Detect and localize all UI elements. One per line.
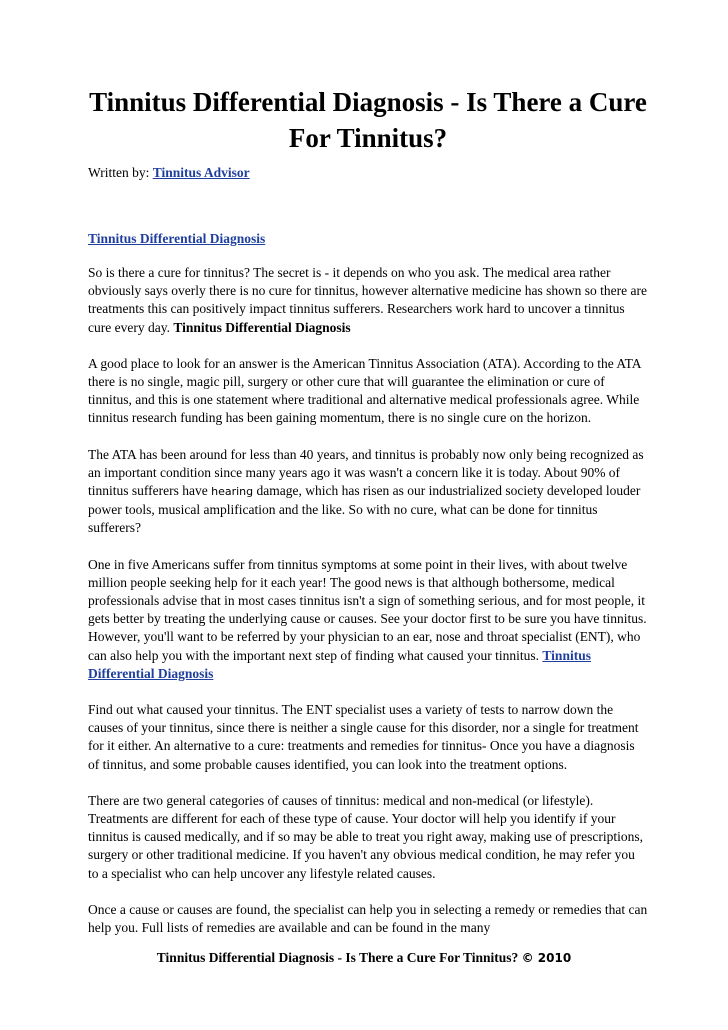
paragraph-6: There are two general categories of causes of tinnitus: medical and non-medical (or lifestyle). Treatments are different for each of these type of cause. Your doctor will help you identify if your tinnitus is caused medically, and if so may be able to treat you right away, making use of prescriptions, surgery or other traditional medicine. If you haven't any obvious medical condition, he may refer you to a specialist who can help uncover any lifestyle related causes. (88, 792, 643, 881)
document-title: Tinnitus Differential Diagnosis - Is There a Cure For Tinnitus? (89, 87, 647, 153)
article-body (88, 264, 648, 937)
paragraph-1-text: So is there a cure for tinnitus? The secret is - it depends on who you ask. The medical area rather obviously says overly there is no cure for tinnitus, however alternative medicine has shown so there are treatments this can positively impact tinnitus sufferers. Researchers work hard to uncover a tinnitus cure every day. (88, 265, 647, 335)
paragraph-4-link[interactable]: Tinnitus Differential Diagnosis (88, 647, 591, 681)
section-heading (88, 230, 648, 248)
paragraph-5: Find out what caused your tinnitus. The ENT specialist uses a variety of tests to narrow down the causes of your tinnitus, since there is neither a single cause for this disorder, nor a single for treatment for it either. An alternative to a cure: treatments and remedies for tinnitus- Once you have a diagnosis of tinnitus, and some probable causes identified, you can look into the treatment options. (88, 702, 639, 772)
section-heading-link[interactable]: Tinnitus Differential Diagnosis (88, 231, 266, 246)
footer-text: Tinnitus Differential Diagnosis - Is There a Cure For Tinnitus? (156, 950, 522, 965)
document-page (88, 84, 648, 955)
paragraph-3-text-b: damage, which has risen as our industrialized society developed louder power tools, musical amplification and the like. So with no cure, what can be done for tinnitus sufferers? (88, 483, 641, 536)
paragraph-4-text: One in five Americans suffer from tinnitus symptoms at some point in their lives, with about twelve million people seeking help for it each year! The good news is that although bothersome, medical professionals advise that in most cases tinnitus isn't a sign of something serious, and for most people, it gets better by treating the underlying cause or causes. See your doctor first to be sure you have tinnitus. However, you'll want to be referred by your physician to an ear, nose and throat specialist (ENT), who can also help you with the important next step of finding what caused your tinnitus. (88, 556, 647, 663)
paragraph-2: A good place to look for an answer is the American Tinnitus Association (ATA). According to the ATA there is no single, magic pill, surgery or other cure that will guarantee the elimination or cure of tinnitus, and this is one statement where traditional and alternative medical professionals agree. While tinnitus research funding has been gaining momentum, there is no single cure on the horizon. (88, 355, 641, 426)
paragraph-3-text-a: The ATA has been around for less than 40 years, and tinnitus is probably now only being recognized as an important condition since many years ago it was wasn't a concern like it is today. About 90% of tinnitus sufferers have (88, 446, 644, 499)
paragraph-1-bold: Tinnitus Differential Diagnosis (173, 319, 351, 335)
byline (88, 164, 648, 182)
paragraph-7: Once a cause or causes are found, the specialist can help you in selecting a remedy or remedies that can help you. Full lists of remedies are available and can be found in the many (88, 901, 648, 936)
byline-prefix: Written by: (88, 165, 153, 180)
paragraph-4 (88, 556, 648, 683)
footer-copyright: © 2010 (521, 951, 572, 965)
paragraph-3 (88, 446, 648, 538)
hearing-word: hearing (211, 485, 254, 499)
paragraph-1 (88, 264, 648, 337)
page-footer (0, 950, 728, 966)
author-link[interactable]: Tinnitus Advisor (152, 165, 250, 180)
